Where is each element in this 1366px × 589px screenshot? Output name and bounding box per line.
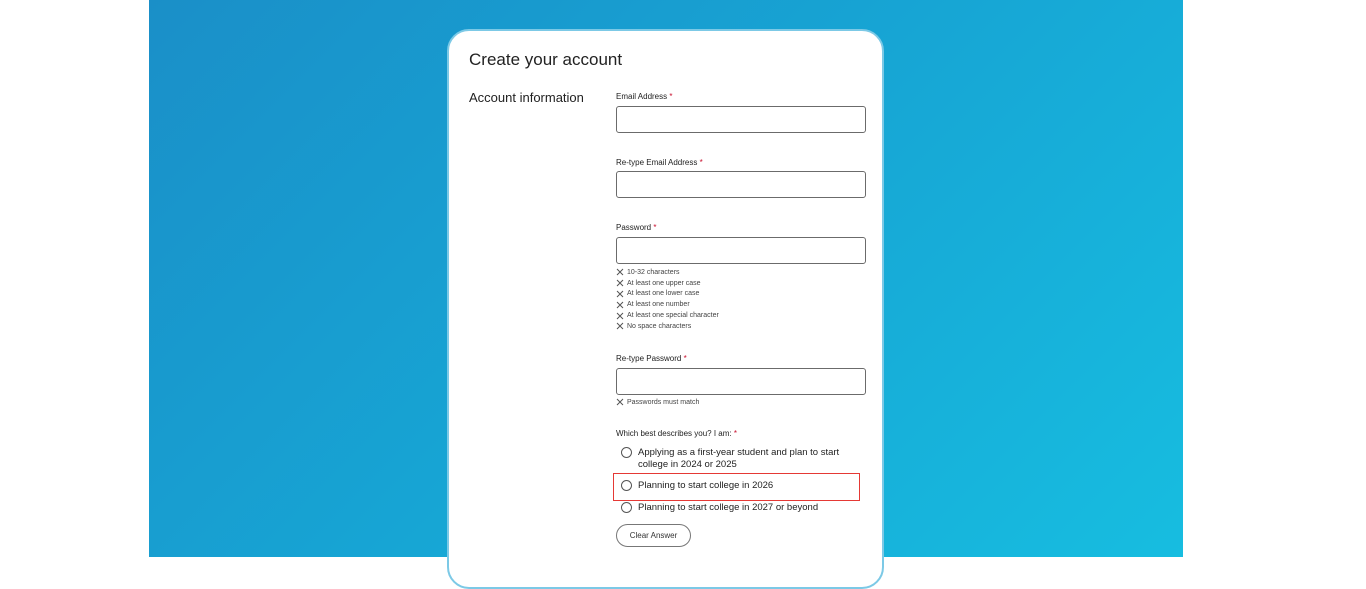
password-rule [616,299,719,310]
radio-option-label [638,447,839,470]
question-label [616,429,737,438]
x-icon [616,301,624,309]
password-rule [616,278,719,289]
x-icon [616,398,624,406]
radio-option-2027-beyond[interactable] [621,502,818,514]
password-match-text: Passwords must match [627,398,700,406]
page-title: Create your account [469,50,623,69]
radio-button[interactable] [621,480,632,491]
password-rule-text: At least one number [627,301,690,309]
x-icon [616,312,624,320]
required-mark: * [653,223,657,232]
password-match-rule [616,397,699,408]
x-icon [616,268,624,276]
retype-password-label [616,354,687,363]
radio-option-line: Applying as a first-year student and plan to start [638,447,840,458]
x-icon [616,290,624,298]
password-rule [616,310,719,321]
radio-button[interactable] [621,447,632,458]
retype-email-label-text: Re-type Email Address [616,158,698,167]
password-rule-text: At least one upper case [627,279,701,287]
retype-password-label-text: Re-type Password [616,354,682,363]
radio-option-line: college in 2024 or 2025 [638,458,737,470]
password-rule-text: At least one special character [627,312,719,320]
password-rule [616,267,719,278]
radio-button[interactable] [621,502,632,513]
x-icon [616,322,624,330]
password-input[interactable] [616,237,866,264]
create-account-card [447,29,884,589]
retype-email-input[interactable] [616,171,866,198]
email-label-text: Email Address [616,92,668,101]
password-rule-text: At least one lower case [627,290,700,298]
email-label [616,92,673,101]
password-rule-text: No space characters [627,322,692,330]
radio-option-2026[interactable] [621,480,773,492]
required-mark: * [683,354,687,363]
section-title: Account information [469,90,584,105]
password-rule [616,289,719,300]
required-mark: * [699,158,703,167]
question-label-text: Which best describes you? I am: [616,429,732,438]
retype-email-label [616,158,703,167]
password-rule-text: 10-32 characters [627,268,680,276]
clear-answer-button[interactable]: Clear Answer [616,524,691,547]
password-rules-list [616,267,719,332]
required-mark: * [733,429,737,438]
password-label [616,223,656,232]
email-input[interactable] [616,106,866,133]
radio-option-label: Planning to start college in 2027 or beyond [638,502,819,513]
radio-option-label: Planning to start college in 2026 [638,480,774,491]
retype-password-input[interactable] [616,368,866,395]
required-mark: * [669,92,673,101]
password-label-text: Password [616,223,652,232]
radio-option-first-year[interactable] [621,447,839,470]
password-rule [616,321,719,332]
x-icon [616,279,624,287]
